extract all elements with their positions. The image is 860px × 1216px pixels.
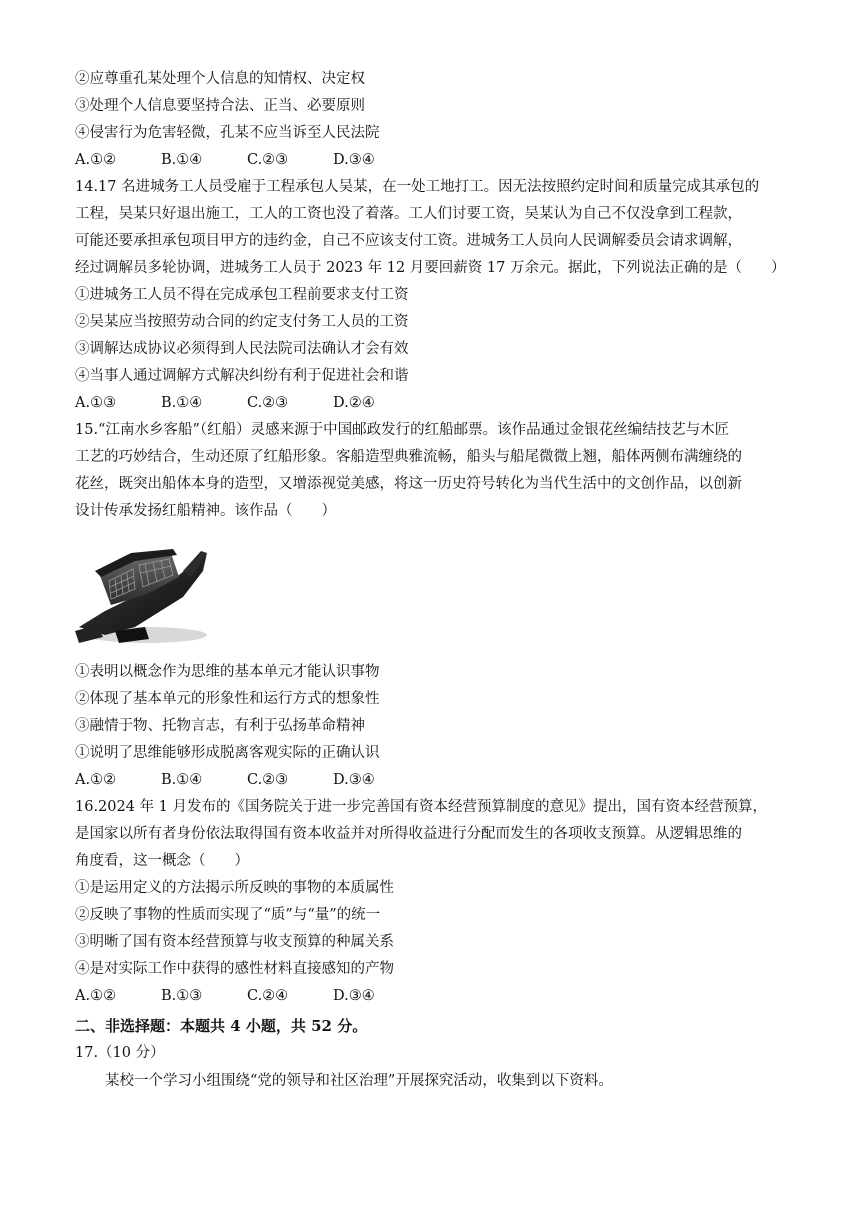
option-c: C.②③ [247,772,289,788]
statement: ②应尊重孔某处理个人信息的知情权、决定权 [75,71,365,87]
option-c: C.②③ [247,152,289,168]
option-c: C.②③ [247,395,289,411]
page-content [75,66,795,1095]
question-14 [75,174,795,417]
statement: ③处理个人信息要坚持合法、正当、必要原则 [75,98,365,114]
option-b: B.①③ [161,988,203,1004]
statement: ③融情于物、托物言志，有利于弘扬革命精神 [75,718,365,734]
statement: ①说明了思维能够形成脱离客观实际的正确认识 [75,745,380,761]
question-intro: 某校一个学习小组围绕“党的领导和社区治理”开展探究活动，收集到以下资料。 [105,1073,613,1089]
option-c: C.②④ [247,988,289,1004]
statement: ②反映了事物的性质而实现了“质”与“量”的统一 [75,907,381,923]
option-a: A.①③ [75,395,117,411]
statement: ②吴某应当按照劳动合同的约定支付务工人员的工资 [75,314,409,330]
option-b: B.①④ [161,395,203,411]
question-stem-line: 工艺的巧妙结合，生动还原了红船形象。客船造型典雅流畅，船头与船尾微微上翘，船体两侧布满缠绕的 [75,449,742,465]
question-stem-line: 14.17 名进城务工人员受雇于工程承包人吴某，在一处工地打工。因无法按照约定时间和质量完成其承包的 [75,179,760,195]
option-b: B.①④ [161,152,203,168]
question-17 [75,1040,795,1095]
answer-options [75,983,795,1010]
option-a: A.①② [75,772,117,788]
statement: ①表明以概念作为思维的基本单元才能认识事物 [75,664,380,680]
question-stem-line: 经过调解员多轮协调，进城务工人员于 2023 年 12 月要回薪资 17 万余元。据此，下列说法正确的是（ ） [75,260,786,276]
question-16 [75,794,795,1010]
section-heading: 二、非选择题：本题共 4 小题，共 52 分。 [75,1017,368,1035]
statement: ④侵害行为危害轻微，孔某不应当诉至人民法院 [75,125,380,141]
question-stem-line: 花丝，既突出船体本身的造型，又增添视觉美感，将这一历史符号转化为当代生活中的文创作品，以创新 [75,476,742,492]
option-a: A.①② [75,152,117,168]
option-d: D.③④ [333,152,375,168]
question-stem-line: 工程，吴某只好退出施工，工人的工资也没了着落。工人们讨要工资，吴某认为自己不仅没拿到工程款， [75,206,742,222]
question-stem-line: 是国家以所有者身份依法取得国有资本收益并对所得收益进行分配而发生的各项收支预算。从逻辑思维的 [75,826,742,842]
question-15 [75,417,795,794]
question-stem-line: 设计传承发扬红船精神。该作品（ ） [75,503,336,519]
question-stem-line: 可能还要承担承包项目甲方的违约金，自己不应该支付工资。进城务工人员向人民调解委员会请求调解， [75,233,742,249]
answer-options [75,767,795,794]
answer-options [75,147,795,174]
option-b: B.①④ [161,772,203,788]
question-stem-line: 16.2024 年 1 月发布的《国务院关于进一步完善国有资本经营预算制度的意见》提出，国有资本经营预算， [75,799,768,815]
option-d: D.③④ [333,772,375,788]
question-header: 17.（10 分） [75,1045,165,1061]
statement: ④是对实际工作中获得的感性材料直接感知的产物 [75,961,394,977]
statement: ①是运用定义的方法揭示所反映的事物的本质属性 [75,880,394,896]
statement: ③调解达成协议必须得到人民法院司法确认才会有效 [75,341,409,357]
question-stem-line: 角度看，这一概念（ ） [75,853,249,869]
red-boat-artwork-image [75,531,213,649]
statement: ③明晰了国有资本经营预算与收支预算的种属关系 [75,934,394,950]
statement: ①进城务工人员不得在完成承包工程前要求支付工资 [75,287,409,303]
statement: ④当事人通过调解方式解决纠纷有利于促进社会和谐 [75,368,409,384]
answer-options [75,390,795,417]
question-stem-line: 15.“江南水乡客船”（红船）灵感来源于中国邮政发行的红船邮票。该作品通过金银花丝编结技艺与木匠 [75,422,730,438]
option-a: A.①② [75,988,117,1004]
statement: ②体现了基本单元的形象性和运行方式的想象性 [75,691,380,707]
option-d: D.③④ [333,988,375,1004]
question-13-tail [75,66,795,174]
option-d: D.②④ [333,395,375,411]
